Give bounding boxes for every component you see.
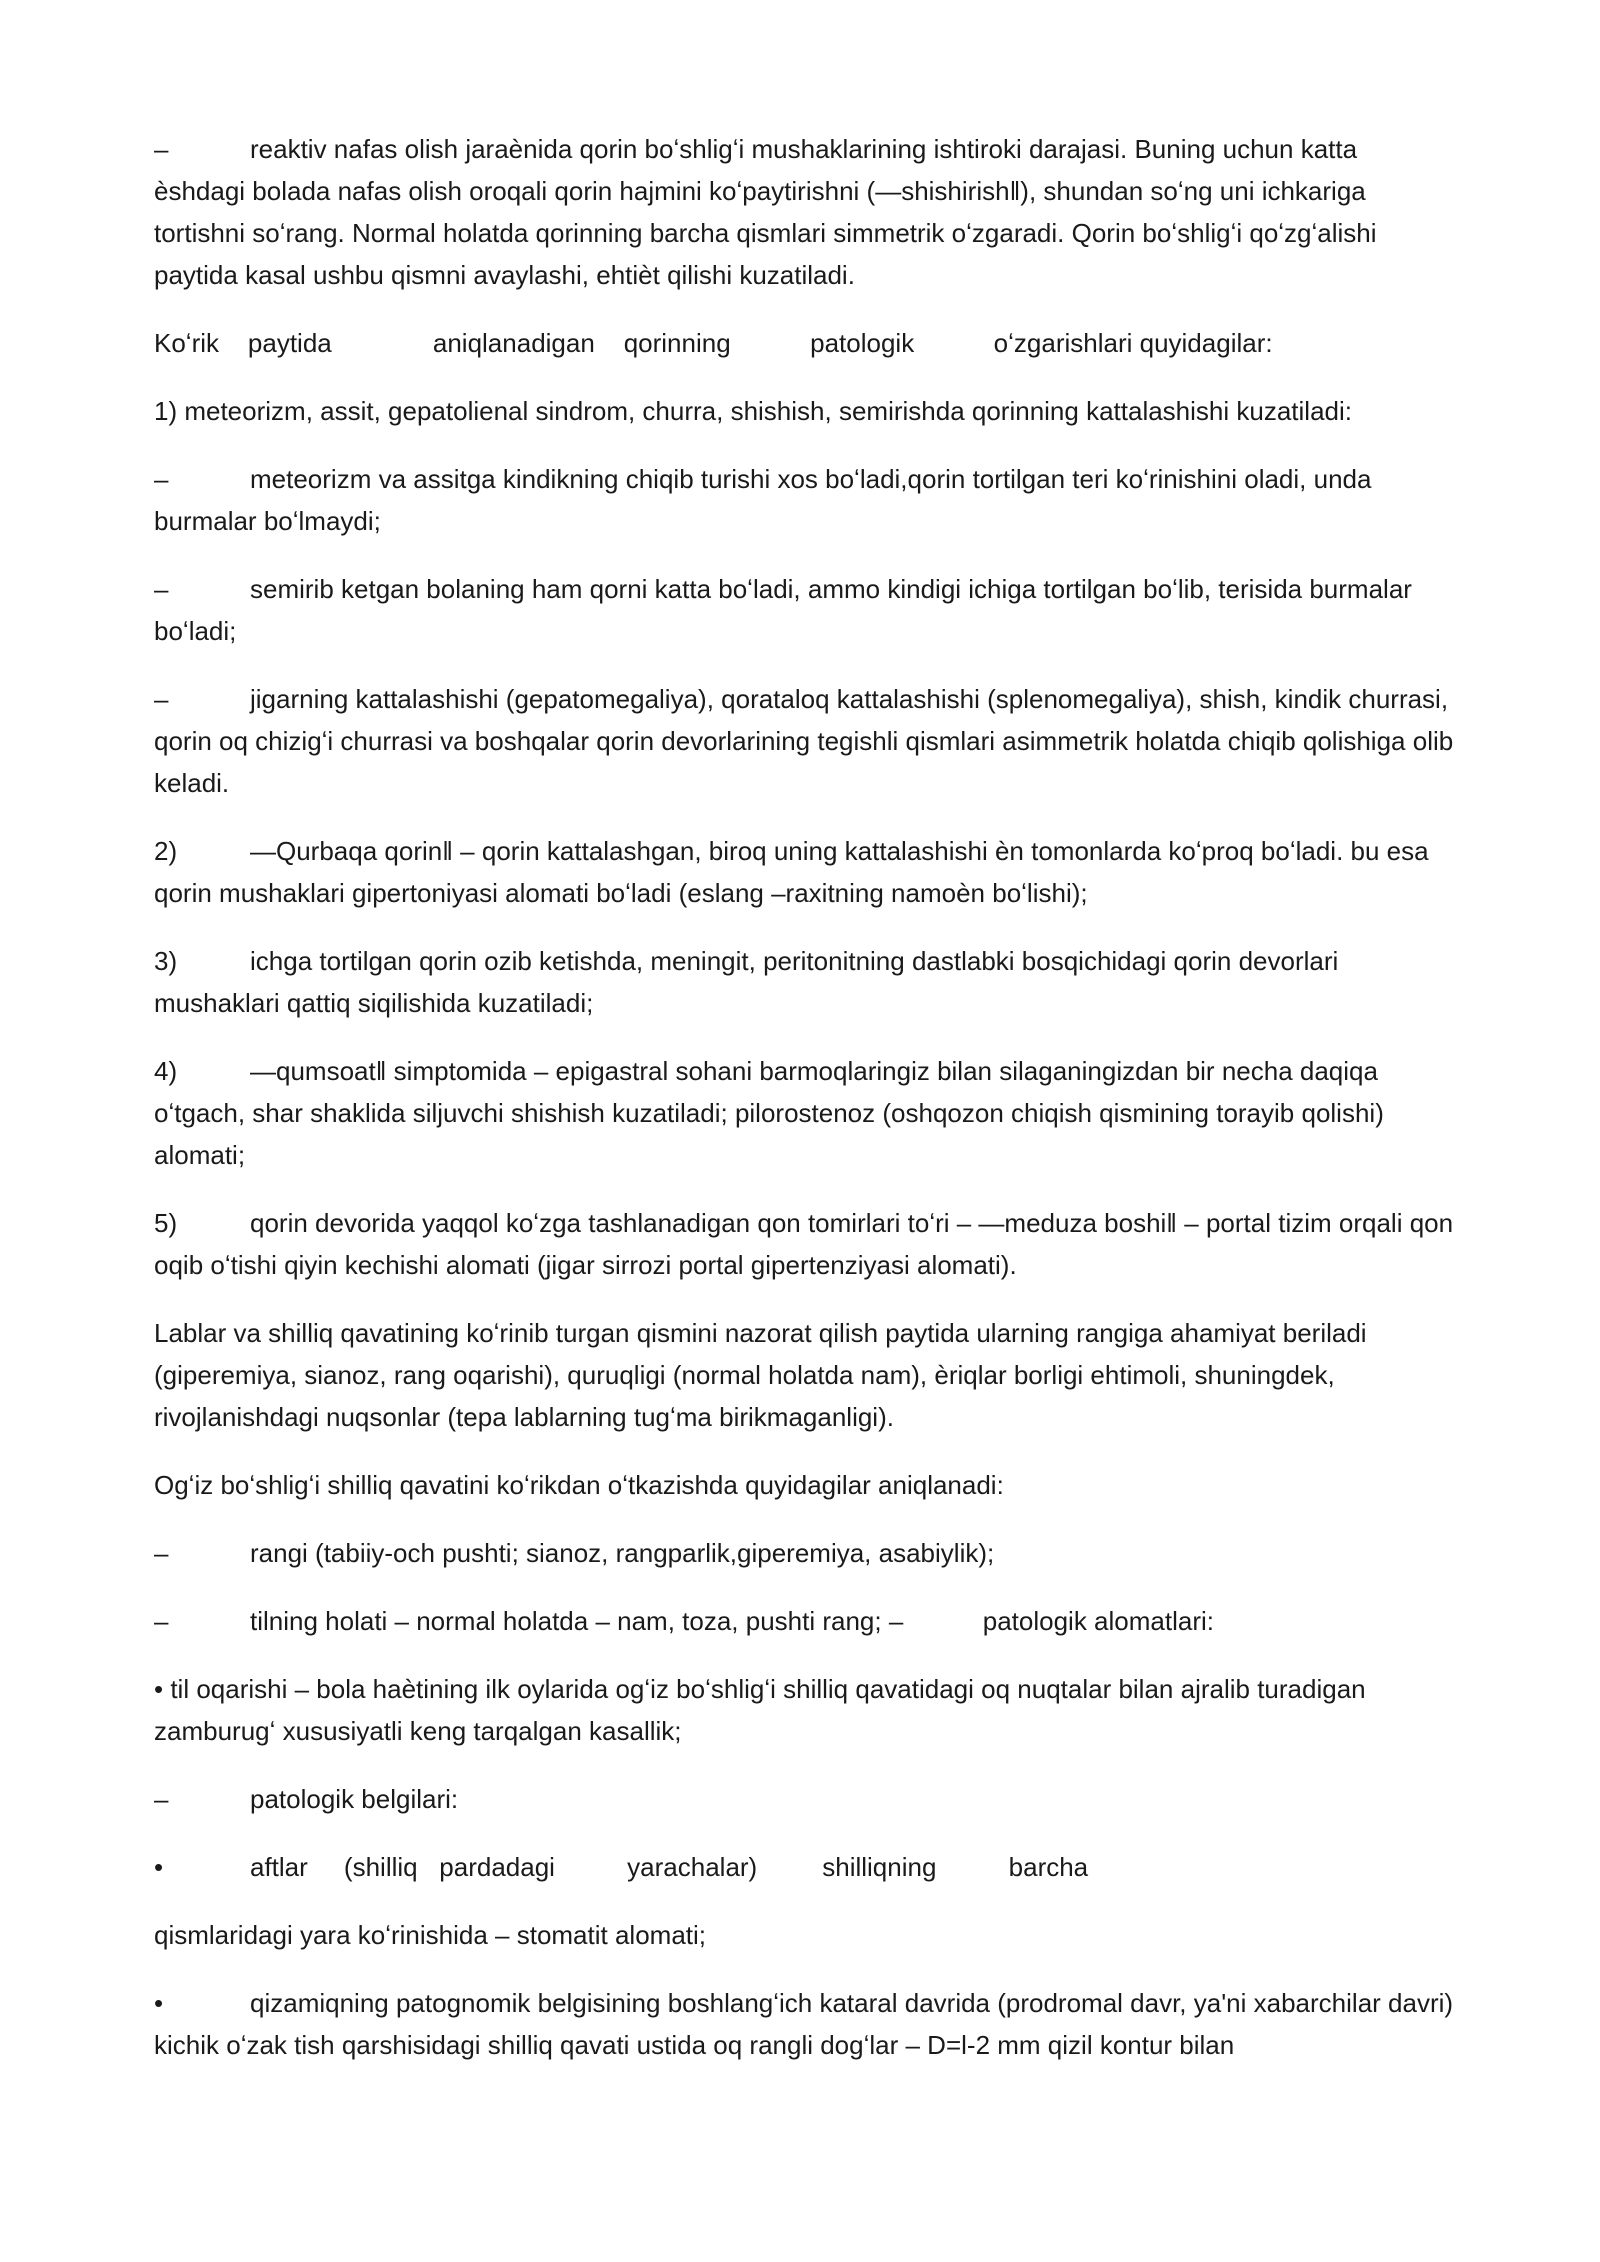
document-body: [154, 128, 1454, 2092]
list-marker: 4): [154, 1056, 178, 1086]
paragraph-1: [154, 128, 1454, 296]
paragraph-text: qorin devorida yaqqol koʻzga tashlanadigan qon tomirlari toʻri – ―meduza boshi‖ – portal tizim orqali qon oqib oʻtishi qiyin kechishi alomati (jigar sirrozi portal gipertenziyasi alomati).: [154, 1208, 1454, 1280]
paragraph-text: 1) meteorizm, assit, gepatolienal sindrom, churra, shishish, semirishda qorinning kattalashishi kuzatiladi:: [154, 396, 1352, 426]
paragraph-text: ichga tortilgan qorin ozib ketishda, meningit, peritonitning dastlabki bosqichidagi qorin devorlari mushaklari qattiq siqilishida kuzatiladi;: [154, 946, 1339, 1018]
paragraph-8: [154, 940, 1454, 1024]
list-marker: –: [154, 574, 169, 604]
paragraph-13: [154, 1532, 1454, 1574]
list-marker: 2): [154, 836, 178, 866]
paragraph-text: aftlar (shilliq pardadagi yarachalar) shilliqning barcha: [250, 1852, 1089, 1882]
list-marker: 3): [154, 946, 178, 976]
list-marker: –: [154, 684, 169, 714]
list-marker: •: [154, 1852, 164, 1882]
paragraph-text: qismlaridagi yara koʻrinishida – stomatit alomati;: [154, 1920, 707, 1950]
list-marker: –: [154, 1538, 169, 1568]
paragraph-10: [154, 1202, 1454, 1286]
paragraph-text: ―qumsoat‖ simptomida – epigastral sohani barmoqlaringiz bilan silaganingizdan bir necha daqiqa oʻtgach, shar shaklida siljuvchi shishish kuzatiladi; pilorostenoz (oshqozon chiqish qismining torayib qolishi) alomati;: [154, 1056, 1384, 1170]
paragraph-17: [154, 1846, 1454, 1888]
paragraph-text: ―Qurbaqa qorin‖ – qorin kattalashgan, biroq uning kattalashishi èn tomonlarda koʻproq boʻladi. bu esa qorin mushaklari gipertoniyasi alomati boʻladi (eslang –raxitning namoèn boʻlishi);: [154, 836, 1429, 908]
paragraph-4: [154, 458, 1454, 542]
paragraph-18: [154, 1914, 1454, 1956]
list-marker: –: [154, 464, 169, 494]
paragraph-text: Ogʻiz boʻshligʻi shilliq qavatini koʻrikdan oʻtkazishda quyidagilar aniqlanadi:: [154, 1470, 1004, 1500]
paragraph-text: qizamiqning patognomik belgisining boshlangʻich kataral davrida (prodromal davr, ya'ni xabarchilar davri) kichik oʻzak tish qarshisidagi shilliq qavati ustida oq rangli dogʻlar – D=l-2 mm qizil kontur bilan: [154, 1988, 1454, 2060]
paragraph-text: patologik belgilari:: [250, 1784, 459, 1814]
paragraph-14: [154, 1600, 1454, 1642]
paragraph-15: [154, 1668, 1454, 1752]
paragraph-text: meteorizm va assitga kindikning chiqib turishi xos boʻladi,qorin tortilgan teri koʻrinishini oladi, unda burmalar boʻlmaydi;: [154, 464, 1372, 536]
paragraph-9: [154, 1050, 1454, 1176]
list-marker: •: [154, 1988, 164, 2018]
paragraph-12: [154, 1464, 1454, 1506]
list-marker: –: [154, 1606, 169, 1636]
paragraph-text: Lablar va shilliq qavatining koʻrinib turgan qismini nazorat qilish paytida ularning rangiga ahamiyat beriladi (giperemiya, sianoz, rang oqarishi), quruqligi (normal holatda nam), èriqlar borligi ehtimoli, shuningdek, rivojlanishdagi nuqsonlar (tepa lablarning tugʻma birikmaganligi).: [154, 1318, 1367, 1432]
paragraph-text: • til oqarishi – bola haètining ilk oylarida ogʻiz boʻshligʻi shilliq qavatidagi oq nuqtalar bilan ajralib turadigan zamburugʻ xususiyatli keng tarqalgan kasallik;: [154, 1674, 1366, 1746]
paragraph-16: [154, 1778, 1454, 1820]
paragraph-text: semirib ketgan bolaning ham qorni katta boʻladi, ammo kindigi ichiga tortilgan boʻlib, terisida burmalar boʻladi;: [154, 574, 1412, 646]
paragraph-text: jigarning kattalashishi (gepatomegaliya), qorataloq kattalashishi (splenomegaliya), shish, kindik churrasi, qorin oq chizigʻi churrasi va boshqalar qorin devorlarining tegishli qismlari asimmetrik holatda chiqib qolishiga olib keladi.: [154, 684, 1454, 798]
paragraph-text: Koʻrik paytida aniqlanadigan qorinning patologik oʻzgarishlari quyidagilar:: [154, 328, 1273, 358]
paragraph-5: [154, 568, 1454, 652]
paragraph-3: [154, 390, 1454, 432]
paragraph-text: tilning holati – normal holatda – nam, toza, pushti rang; – patologik alomatlari:: [250, 1606, 1214, 1636]
paragraph-11: [154, 1312, 1454, 1438]
list-marker: 5): [154, 1208, 178, 1238]
paragraph-19: [154, 1982, 1454, 2066]
paragraph-7: [154, 830, 1454, 914]
list-marker: –: [154, 134, 169, 164]
paragraph-2: [154, 322, 1454, 364]
list-marker: –: [154, 1784, 169, 1814]
paragraph-text: rangi (tabiiy-och pushti; sianoz, rangparlik,giperemiya, asabiylik);: [250, 1538, 995, 1568]
paragraph-6: [154, 678, 1454, 804]
paragraph-text: reaktiv nafas olish jaraènida qorin boʻshligʻi mushaklarining ishtiroki darajasi. Buning uchun katta èshdagi bolada nafas olish oroqali qorin hajmini koʻpaytirishni (―shishirish‖), shundan soʻng uni ichkariga tortishni soʻrang. Normal holatda qorinning barcha qismlari simmetrik oʻzgaradi. Qorin boʻshligʻi qoʻzgʻalishi paytida kasal ushbu qismni avaylashi, ehtièt qilishi kuzatiladi.: [154, 134, 1377, 290]
